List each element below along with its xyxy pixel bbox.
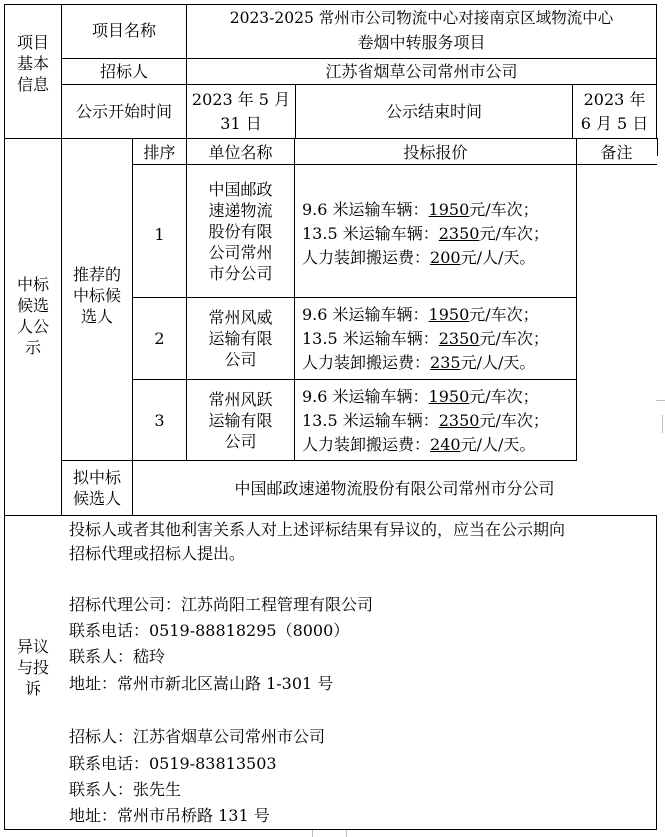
candidate-bid-line: 9.6 米运输车辆：1950元/车次； — [302, 305, 539, 324]
candidate-company-line: 股份有限 — [208, 221, 273, 241]
proposed-value: 中国邮政速递物流股份有限公司常州市分公司 — [234, 479, 555, 498]
publish-start-label: 公示开始时间 — [75, 102, 172, 121]
candidate-company-line: 速递物流 — [208, 200, 273, 220]
candidate-company — [187, 300, 294, 376]
section-winner-line: 示 — [24, 338, 41, 357]
section-winner-line: 候选 — [16, 296, 49, 315]
agent-phone: 联系电话：0519-88818295（8000） — [69, 621, 350, 640]
candidate-company-line: 中国邮政 — [208, 179, 273, 199]
proposed-label-line: 拟中标 — [72, 468, 121, 487]
candidate-company-line: 公司 — [224, 349, 257, 369]
page-edge-mark — [312, 830, 313, 837]
candidate-rank: 2 — [154, 329, 165, 348]
tenderer-phone: 联系电话：0519-83813503 — [69, 754, 277, 773]
page-edge-mark — [346, 830, 347, 837]
candidate-company-line: 市分公司 — [208, 263, 273, 283]
publish-end-date-line2: 6 月 5 日 — [580, 114, 649, 133]
header-note: 备注 — [600, 143, 633, 162]
section-winner-line: 人公 — [16, 317, 49, 336]
candidate-bid-line: 人力装卸搬运费：200元/人/天。 — [302, 248, 536, 267]
proposed-label — [62, 461, 132, 515]
section-winner-line: 中标 — [16, 275, 49, 294]
candidate-company-line: 运输有限 — [208, 410, 273, 430]
section-objection-line: 异议 — [16, 637, 49, 656]
objection-intro: 招标代理或招标人提出。 — [69, 544, 246, 563]
candidate-company-line: 常州风威 — [208, 307, 273, 327]
project-name-value-line1: 2023-2025 常州市公司物流中心对接南京区域物流中心 — [229, 9, 614, 27]
tenderer-contact: 联系人：张先生 — [69, 780, 182, 799]
section-winner-label — [5, 274, 61, 358]
section-basic-line: 信息 — [16, 75, 49, 94]
agent-contact: 联系人：嵇玲 — [69, 647, 166, 666]
section-basic-label — [5, 32, 61, 95]
agent-company: 招标代理公司：江苏尚阳工程管理有限公司 — [69, 595, 374, 614]
project-name-value-line2: 卷烟中转服务项目 — [357, 33, 486, 52]
header-company: 单位名称 — [208, 143, 273, 162]
candidate-company-line: 公司常州 — [208, 242, 273, 262]
recommended-line: 中标候 — [72, 286, 121, 305]
recommended-line: 选人 — [80, 307, 113, 326]
candidate-bid-line: 人力装卸搬运费：235元/人/天。 — [302, 353, 536, 372]
agent-address: 地址：常州市新北区嵩山路 1-301 号 — [69, 674, 334, 693]
publish-end-date-line1: 2023 年 — [583, 90, 646, 109]
section-basic-line: 项目 — [16, 33, 49, 52]
section-basic-line: 基本 — [16, 54, 49, 73]
header-rank: 排序 — [143, 143, 176, 162]
page-edge-mark — [662, 415, 663, 433]
section-objection-label — [5, 636, 61, 699]
section-objection-line: 与投 — [16, 658, 49, 677]
candidate-company — [187, 382, 294, 458]
tenderer-value: 江苏省烟草公司常州市公司 — [325, 62, 518, 81]
candidate-bid-line: 9.6 米运输车辆：1950元/车次； — [302, 387, 539, 406]
candidate-bid-line: 13.5 米运输车辆：2350元/车次； — [302, 224, 549, 243]
tenderer-company: 招标人：江苏省烟草公司常州市公司 — [69, 727, 326, 746]
publish-end-label: 公示结束时间 — [385, 102, 482, 121]
candidate-bid-line: 9.6 米运输车辆：1950元/车次； — [302, 200, 539, 219]
recommended-label — [62, 264, 132, 327]
header-bid: 投标报价 — [403, 143, 468, 162]
candidate-bid-line: 13.5 米运输车辆：2350元/车次； — [302, 411, 549, 430]
candidate-bid-line: 13.5 米运输车辆：2350元/车次； — [302, 329, 549, 348]
objection-intro: 投标人或者其他利害关系人对上述评标结果有异议的，应当在公示期向 — [69, 520, 566, 539]
candidate-company-line: 常州风跃 — [208, 389, 273, 409]
project-name-label: 项目名称 — [91, 21, 156, 40]
candidate-company — [187, 167, 294, 295]
publish-start-date-line1: 2023 年 5 月 — [191, 90, 291, 109]
candidate-company-line: 运输有限 — [208, 328, 273, 348]
tenderer-address: 地址：常州市吊桥路 131 号 — [69, 806, 270, 825]
tenderer-label: 招标人 — [99, 62, 148, 81]
page-edge-mark — [656, 400, 665, 401]
candidate-rank: 1 — [154, 225, 165, 244]
candidate-rank: 3 — [154, 411, 165, 430]
publish-start-date-line2: 31 日 — [220, 114, 262, 133]
section-objection-line: 诉 — [24, 679, 41, 698]
proposed-label-line: 候选人 — [72, 489, 121, 508]
recommended-line: 推荐的 — [72, 265, 121, 284]
candidate-company-line: 公司 — [224, 431, 257, 451]
candidate-bid-line: 人力装卸搬运费：240元/人/天。 — [302, 435, 536, 454]
